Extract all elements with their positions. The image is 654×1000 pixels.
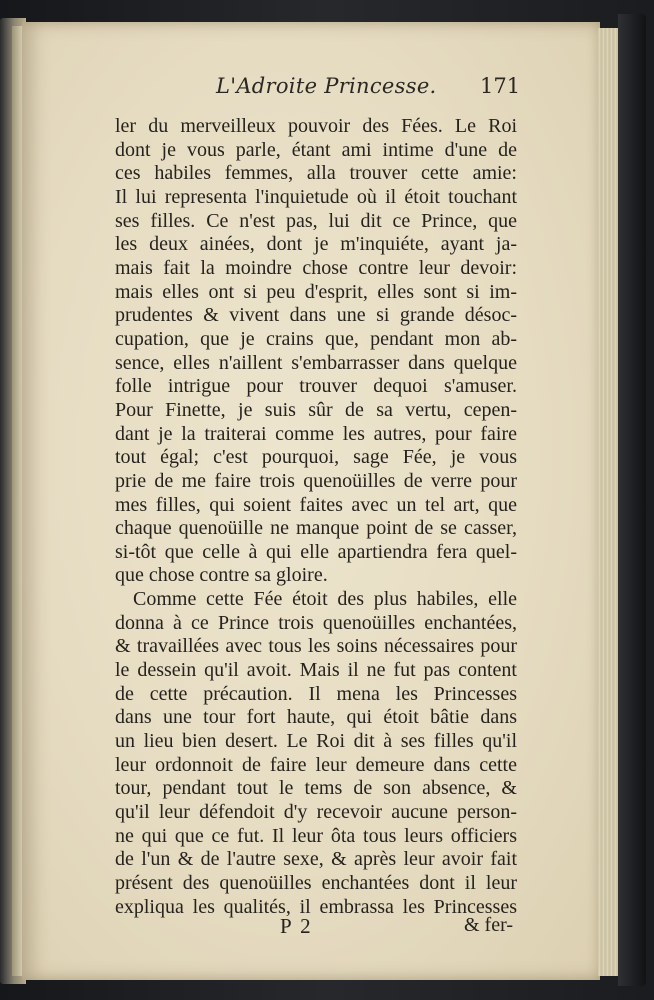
text-line: sence, elles n'aillent s'embarrasser dans quelque: [115, 351, 517, 374]
text-line: les deux ainées, dont je m'inquiéte, ayant ja-: [115, 233, 517, 256]
text-line: donna à ce Prince trois quenoüilles enchantées,: [115, 611, 517, 634]
book-cover-right: [618, 14, 646, 986]
text-line: que chose contre sa gloire.: [115, 564, 328, 587]
text-line: Pour Finette, je suis sûr de sa vertu, cepen-: [115, 398, 517, 421]
text-line: si-tôt que celle à qui elle apartiendra fera quel-: [115, 540, 517, 563]
text-line: mes filles, qui soient faites avec un tel art, que: [115, 493, 517, 516]
body-text: [115, 115, 517, 919]
text-line: expliqua les qualités, il embrassa les Princesses: [115, 895, 517, 918]
text-line: ne qui que ce fut. Il leur ôta tous leurs officiers: [115, 824, 517, 847]
text-line: ler du merveilleux pouvoir des Fées. Le Roi: [115, 115, 517, 137]
text-line: ces habiles femmes, alla trouver cette amie:: [115, 162, 517, 185]
text-line: prudentes & vivent dans une si grande désoc-: [115, 304, 517, 327]
text-line: mais elles ont si peu d'esprit, elles sont si im-: [115, 280, 517, 303]
page-stack-edge: [598, 28, 620, 976]
text-line: dant je la traiterai comme les autres, pour faire: [115, 422, 517, 445]
text-line: ses filles. Ce n'est pas, lui dit ce Prince, que: [115, 209, 517, 232]
text-line: le dessein qu'il avoit. Mais il ne fut pas content: [115, 659, 517, 682]
text-line: tour, pendant tout le tems de son absence, &: [115, 777, 517, 800]
text-line: tout égal; c'est pourquoi, sage Fée, je vous: [115, 446, 517, 469]
signature-mark: P 2: [280, 914, 313, 938]
text-line: & travaillées avec tous les soins nécessaires pour: [115, 635, 517, 658]
text-line: qu'il leur défendoit d'y recevoir aucune person-: [115, 801, 517, 824]
text-line: chaque quenoüille ne manque point de se casser,: [115, 517, 517, 540]
page-number: 171: [480, 74, 521, 98]
text-line: de l'un & de l'autre sexe, & après leur avoir fait: [115, 848, 517, 871]
text-line: folle intrigue pour trouver dequoi s'amuser.: [115, 375, 517, 398]
text-line: Comme cette Fée étoit des plus habiles, elle: [133, 588, 517, 611]
text-line: un lieu bien desert. Le Roi dit à ses filles qu'il: [115, 730, 517, 753]
text-line: présent des quenoüilles enchantées dont il leur: [115, 872, 517, 894]
text-line: dont je vous parle, étant ami intime d'une de: [115, 138, 517, 161]
text-line: prie de me faire trois quenoüilles de verre pour: [115, 469, 517, 492]
text-line: dans une tour fort haute, qui étoit bâtie dans: [115, 706, 517, 729]
text-line: mais fait la moindre chose contre leur devoir:: [115, 256, 517, 279]
catchword: & fer-: [464, 914, 514, 936]
text-line: de cette précaution. Il mena les Princesses: [115, 682, 517, 705]
text-line: leur ordonnoit de faire leur demeure dans cette: [115, 753, 517, 776]
text-line: cupation, que je crains que, pendant mon ab-: [115, 327, 517, 350]
running-head: L'Adroite Princesse.: [216, 74, 437, 98]
text-line: Il lui representa l'inquietude où il étoit touchant: [115, 185, 517, 208]
